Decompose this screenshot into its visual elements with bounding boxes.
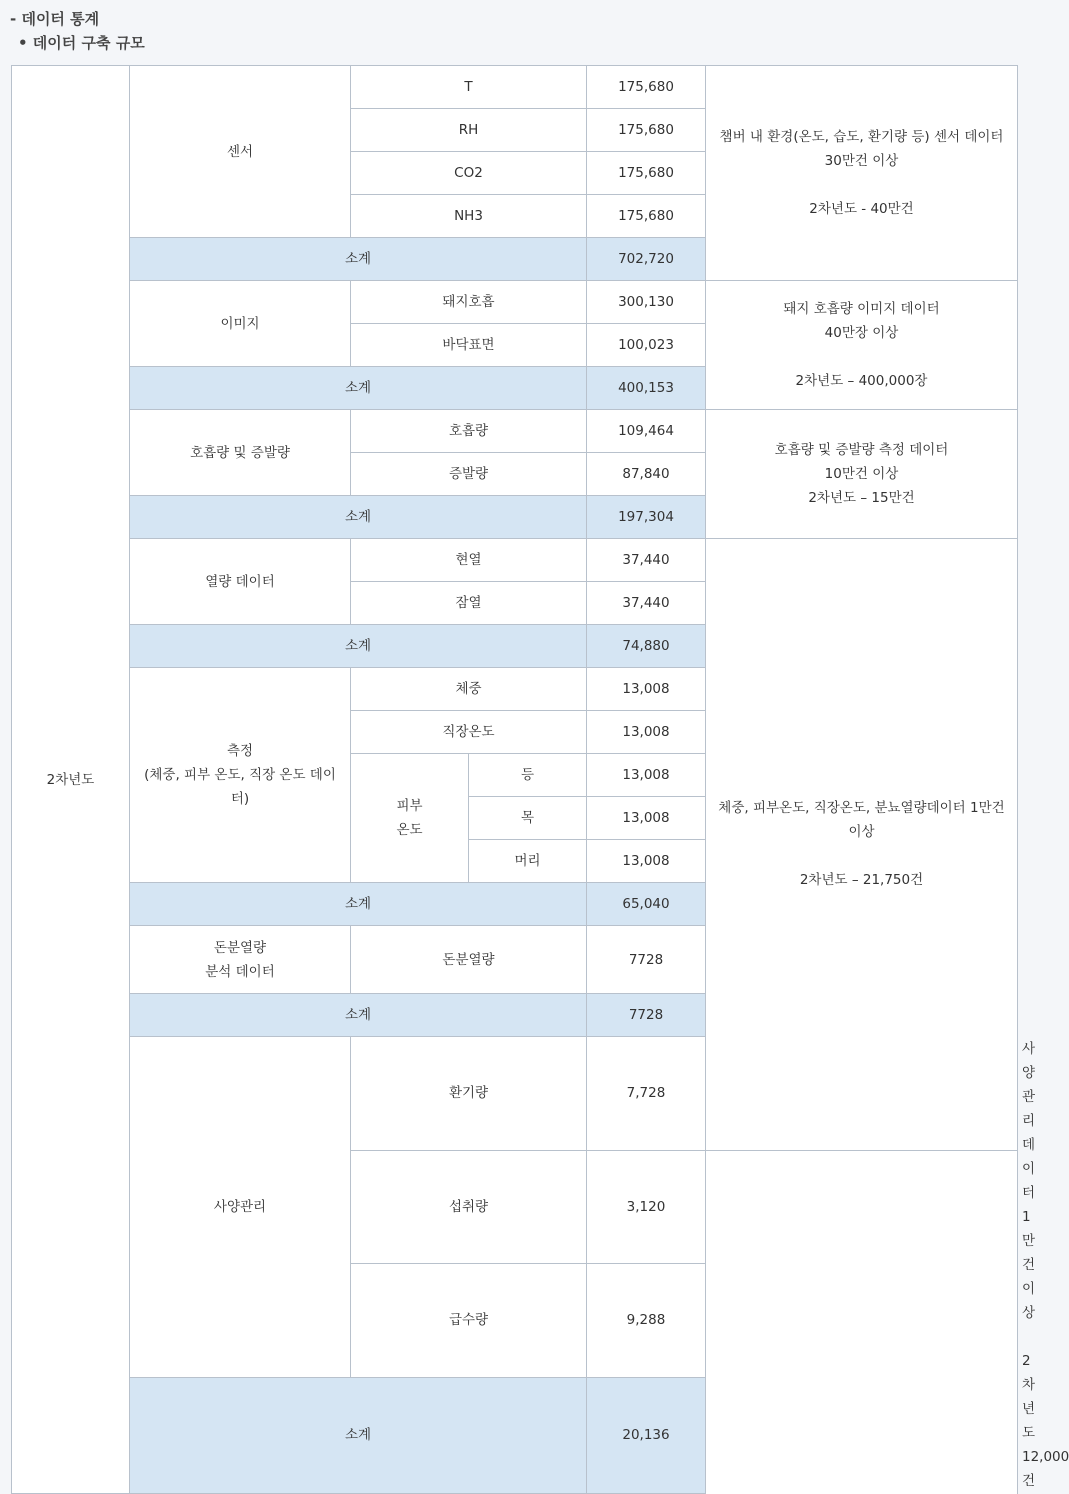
value-cell: 100,023 xyxy=(587,324,706,367)
subtotal-value: 65,040 xyxy=(587,883,706,926)
value-cell: 37,440 xyxy=(587,582,706,625)
value-cell: 37,440 xyxy=(587,539,706,582)
value-cell: 13,008 xyxy=(587,840,706,883)
subtotal-label: 소계 xyxy=(130,367,587,410)
category-cell: 센서 xyxy=(130,66,351,238)
value-cell: 7728 xyxy=(587,926,706,994)
item-cell: 급수량 xyxy=(351,1264,587,1378)
subtotal-value: 74,880 xyxy=(587,625,706,668)
value-cell: 3,120 xyxy=(587,1150,706,1264)
table-row xyxy=(12,66,1018,109)
subtotal-value: 400,153 xyxy=(587,367,706,410)
table-row: 사양관리 환기량 7,728 사양관리 데이터 1만건 이상 2차년도 12,000건 xyxy=(12,1037,1018,1151)
subtotal-label: 소계 xyxy=(130,496,587,539)
note-cell: 돼지 호흡량 이미지 데이터 40만장 이상 2차년도 – 400,000장 xyxy=(706,281,1018,410)
category-cell: 열량 데이터 xyxy=(130,539,351,625)
note-cell: 체중, 피부온도, 직장온도, 분뇨열량데이터 1만건 이상 2차년도 – 21,750건 xyxy=(706,539,1018,1151)
subsection-heading: • 데이터 구축 규모 xyxy=(18,34,145,52)
subtotal-value: 7728 xyxy=(587,994,706,1037)
table-row xyxy=(12,539,1018,582)
item-cell: 돼지호흡 xyxy=(351,281,587,324)
category-cell: 이미지 xyxy=(130,281,351,367)
item-cell: T xyxy=(351,66,587,109)
category-cell: 호흡량 및 증발량 xyxy=(130,410,351,496)
subtotal-value: 20,136 xyxy=(587,1377,706,1493)
item-cell: 체중 xyxy=(351,668,587,711)
value-cell: 13,008 xyxy=(587,711,706,754)
value-cell: 87,840 xyxy=(587,453,706,496)
value-cell: 109,464 xyxy=(587,410,706,453)
section-heading: - 데이터 통계 xyxy=(10,10,100,28)
category-cell: 사양관리 xyxy=(130,1037,351,1378)
subtotal-label: 소계 xyxy=(130,883,587,926)
item-cell: 돈분열량 xyxy=(351,926,587,994)
subtotal-label: 소계 xyxy=(130,994,587,1037)
value-cell: 13,008 xyxy=(587,797,706,840)
value-cell: 175,680 xyxy=(587,66,706,109)
table-row xyxy=(12,410,1018,453)
value-cell: 7,728 xyxy=(587,1037,706,1151)
value-cell: 175,680 xyxy=(587,195,706,238)
value-cell: 9,288 xyxy=(587,1264,706,1378)
subtotal-value: 197,304 xyxy=(587,496,706,539)
note-cell: 호흡량 및 증발량 측정 데이터 10만건 이상 2차년도 – 15만건 xyxy=(706,410,1018,539)
data-stats-table xyxy=(11,65,1069,1494)
subtotal-label: 소계 xyxy=(130,1377,587,1493)
subtotal-value: 702,720 xyxy=(587,238,706,281)
value-cell: 13,008 xyxy=(587,754,706,797)
value-cell: 175,680 xyxy=(587,152,706,195)
note-cell: 챔버 내 환경(온도, 습도, 환기량 등) 센서 데이터 30만건 이상 2차년도 - 40만건 xyxy=(706,66,1018,281)
item-cell: 잠열 xyxy=(351,582,587,625)
item-cell: 목 xyxy=(469,797,587,840)
subtotal-row xyxy=(12,1377,1018,1493)
item-cell: 섭취량 xyxy=(351,1150,587,1264)
item-cell: 환기량 xyxy=(351,1037,587,1151)
value-cell: 13,008 xyxy=(587,668,706,711)
item-cell: CO2 xyxy=(351,152,587,195)
subtotal-label: 소계 xyxy=(130,238,587,281)
item-cell: 등 xyxy=(469,754,587,797)
item-cell: 현열 xyxy=(351,539,587,582)
item-cell: 머리 xyxy=(469,840,587,883)
item-cell: 직장온도 xyxy=(351,711,587,754)
skin-temp-cell: 피부 온도 xyxy=(351,754,469,883)
category-cell: 측정 (체중, 피부 온도, 직장 온도 데이 터) xyxy=(130,668,351,883)
category-cell: 돈분열량 분석 데이터 xyxy=(130,926,351,994)
item-cell: 바닥표면 xyxy=(351,324,587,367)
item-cell: 호흡량 xyxy=(351,410,587,453)
item-cell: NH3 xyxy=(351,195,587,238)
value-cell: 300,130 xyxy=(587,281,706,324)
item-cell: 증발량 xyxy=(351,453,587,496)
table-row xyxy=(12,281,1018,324)
year-cell: 2차년도 xyxy=(12,66,130,1494)
value-cell: 175,680 xyxy=(587,109,706,152)
subtotal-label: 소계 xyxy=(130,625,587,668)
item-cell: RH xyxy=(351,109,587,152)
